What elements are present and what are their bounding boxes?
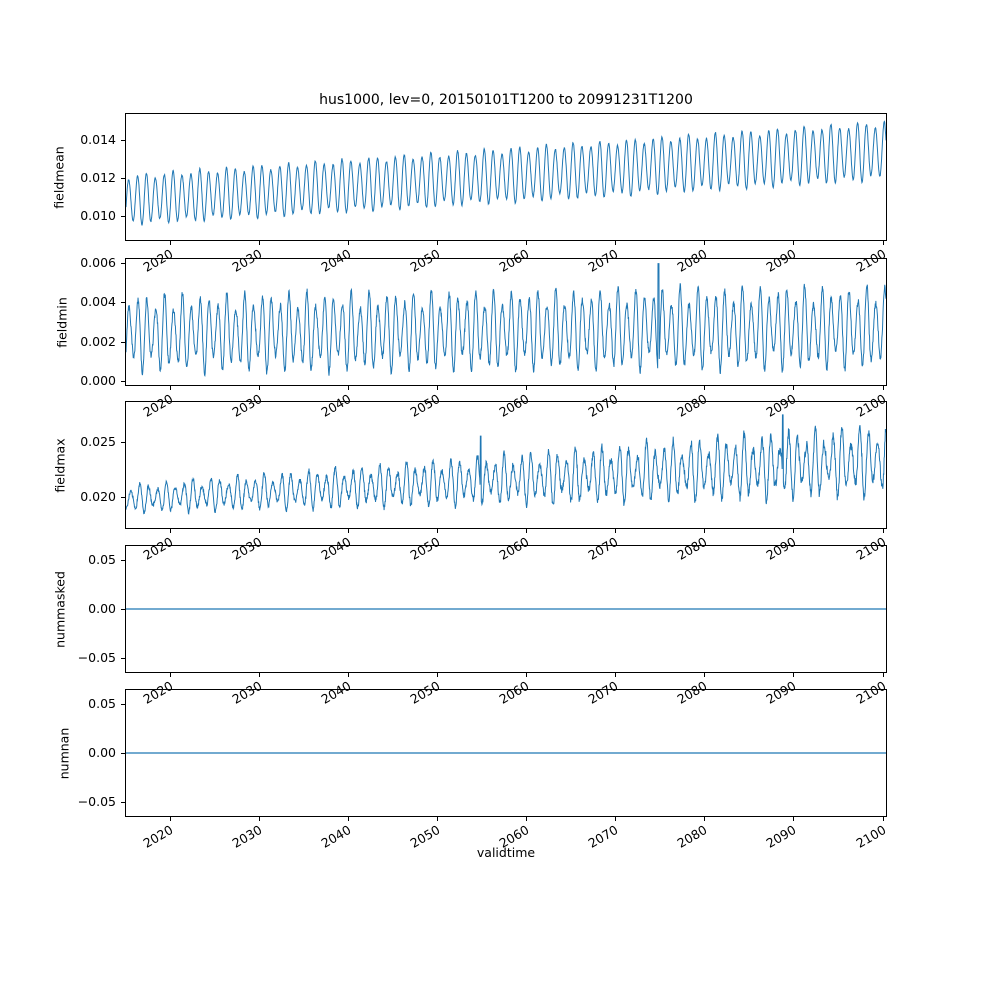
x-tick-mark (437, 817, 438, 821)
ylabel-numnan: numnan (56, 727, 72, 780)
x-tick-mark (348, 386, 349, 390)
nummasked-plot-area (126, 546, 886, 672)
y-tick-mark (121, 497, 125, 498)
x-tick-mark (170, 529, 171, 533)
x-tick-mark (883, 529, 884, 533)
x-tick-label: 2090 (763, 678, 799, 707)
x-tick-mark (615, 386, 616, 390)
x-tick-label: 2030 (229, 391, 265, 420)
y-tick-mark (121, 263, 125, 264)
x-tick-label: 2050 (407, 391, 443, 420)
x-tick-label: 2030 (229, 822, 265, 851)
x-tick-mark (170, 386, 171, 390)
x-tick-label: 2040 (318, 391, 354, 420)
x-tick-mark (437, 529, 438, 533)
x-tick-label: 2090 (763, 391, 799, 420)
x-tick-label: 2020 (140, 246, 176, 275)
subplot-fieldmean (125, 113, 887, 241)
x-tick-label: 2070 (585, 534, 621, 563)
fieldmax-plot-area (126, 402, 886, 528)
x-tick-label: 2070 (585, 678, 621, 707)
x-tick-mark (348, 673, 349, 677)
x-tick-mark (526, 817, 527, 821)
x-tick-mark (526, 529, 527, 533)
chart-title: hus1000, lev=0, 20150101T1200 to 20991231T1200 (319, 92, 693, 108)
x-tick-label: 2030 (229, 534, 265, 563)
x-tick-label: 2100 (852, 391, 888, 420)
y-tick-label: −0.05 (77, 794, 116, 810)
x-tick-label: 2020 (140, 534, 176, 563)
x-tick-mark (615, 817, 616, 821)
x-tick-label: 2030 (229, 678, 265, 707)
numnan-plot-area (126, 690, 886, 816)
x-tick-mark (793, 673, 794, 677)
x-tick-label: 2080 (674, 822, 710, 851)
x-tick-mark (883, 241, 884, 245)
ylabel-fieldmax: fieldmax (52, 438, 68, 493)
x-tick-label: 2050 (407, 246, 443, 275)
x-tick-label: 2060 (496, 534, 532, 563)
x-tick-mark (348, 241, 349, 245)
x-tick-label: 2080 (674, 246, 710, 275)
x-tick-label: 2060 (496, 822, 532, 851)
y-tick-label: 0.00 (88, 745, 116, 760)
subplot-fieldmax (125, 401, 887, 529)
y-tick-mark (121, 442, 125, 443)
x-tick-label: 2090 (763, 246, 799, 275)
x-tick-label: 2040 (318, 822, 354, 851)
subplot-fieldmin (125, 258, 887, 386)
x-tick-mark (348, 817, 349, 821)
x-tick-label: 2090 (763, 534, 799, 563)
x-tick-label: 2020 (140, 822, 176, 851)
x-tick-label: 2080 (674, 534, 710, 563)
x-tick-mark (526, 241, 527, 245)
y-tick-label: 0.00 (88, 601, 116, 616)
x-tick-mark (793, 241, 794, 245)
x-tick-mark (170, 241, 171, 245)
y-tick-mark (121, 753, 125, 754)
x-tick-mark (259, 241, 260, 245)
subplot-numnan (125, 689, 887, 817)
x-tick-mark (704, 386, 705, 390)
ylabel-nummasked: nummasked (52, 571, 68, 648)
y-tick-mark (121, 560, 125, 561)
x-tick-mark (259, 529, 260, 533)
x-tick-mark (170, 673, 171, 677)
x-tick-mark (704, 673, 705, 677)
ylabel-fieldmin: fieldmin (54, 297, 70, 348)
x-tick-mark (526, 386, 527, 390)
ylabel-fieldmean: fieldmean (51, 146, 67, 209)
x-tick-mark (170, 817, 171, 821)
x-tick-mark (437, 673, 438, 677)
x-tick-mark (259, 673, 260, 677)
y-tick-mark (121, 381, 125, 382)
data-line (126, 264, 886, 376)
x-tick-label: 2060 (496, 678, 532, 707)
y-tick-label: 0.020 (80, 488, 116, 504)
x-tick-label: 2100 (852, 246, 888, 275)
x-tick-mark (615, 241, 616, 245)
fieldmin-plot-area (126, 259, 886, 385)
y-tick-label: 0.004 (80, 294, 116, 310)
y-tick-label: 0.006 (80, 254, 116, 270)
data-line (126, 415, 886, 514)
y-tick-label: 0.05 (88, 551, 116, 567)
y-tick-mark (121, 609, 125, 610)
x-tick-mark (615, 673, 616, 677)
x-tick-label: 2100 (852, 534, 888, 563)
x-tick-mark (793, 386, 794, 390)
x-tick-mark (704, 241, 705, 245)
x-tick-mark (259, 817, 260, 821)
subplot-nummasked (125, 545, 887, 673)
y-tick-label: 0.05 (88, 695, 116, 711)
x-tick-label: 2020 (140, 391, 176, 420)
y-tick-mark (121, 216, 125, 217)
y-tick-mark (121, 802, 125, 803)
y-tick-mark (121, 140, 125, 141)
x-tick-mark (704, 529, 705, 533)
x-tick-mark (437, 386, 438, 390)
x-tick-label: 2050 (407, 534, 443, 563)
x-tick-label: 2060 (496, 246, 532, 275)
x-tick-label: 2070 (585, 246, 621, 275)
x-tick-mark (615, 529, 616, 533)
y-tick-label: 0.000 (80, 373, 116, 389)
x-tick-mark (348, 529, 349, 533)
x-tick-label: 2090 (763, 822, 799, 851)
y-tick-label: 0.010 (80, 207, 116, 223)
y-tick-mark (121, 302, 125, 303)
xlabel-validtime: validtime (476, 845, 536, 860)
x-tick-label: 2030 (229, 246, 265, 275)
x-tick-label: 2040 (318, 678, 354, 707)
x-tick-mark (883, 673, 884, 677)
x-tick-mark (883, 386, 884, 390)
x-tick-mark (437, 241, 438, 245)
x-tick-label: 2070 (585, 391, 621, 420)
x-tick-label: 2040 (318, 246, 354, 275)
x-tick-label: 2080 (674, 391, 710, 420)
x-tick-label: 2100 (852, 822, 888, 851)
x-tick-label: 2100 (852, 678, 888, 707)
x-tick-mark (793, 529, 794, 533)
y-tick-label: −0.05 (77, 650, 116, 666)
y-tick-mark (121, 658, 125, 659)
x-tick-mark (259, 386, 260, 390)
y-tick-mark (121, 342, 125, 343)
x-tick-label: 2040 (318, 534, 354, 563)
x-tick-label: 2050 (407, 678, 443, 707)
x-tick-label: 2060 (496, 391, 532, 420)
x-tick-label: 2020 (140, 678, 176, 707)
y-tick-label: 0.025 (80, 434, 116, 450)
x-tick-mark (704, 817, 705, 821)
fieldmean-plot-area (126, 114, 886, 240)
y-tick-label: 0.012 (80, 169, 116, 185)
x-tick-mark (883, 817, 884, 821)
y-tick-label: 0.002 (80, 333, 116, 349)
x-tick-label: 2080 (674, 678, 710, 707)
data-line (126, 121, 886, 225)
y-tick-mark (121, 704, 125, 705)
y-tick-mark (121, 178, 125, 179)
x-tick-label: 2070 (585, 822, 621, 851)
x-tick-label: 2050 (407, 822, 443, 851)
x-tick-mark (793, 817, 794, 821)
x-tick-mark (526, 673, 527, 677)
y-tick-label: 0.014 (80, 132, 116, 148)
